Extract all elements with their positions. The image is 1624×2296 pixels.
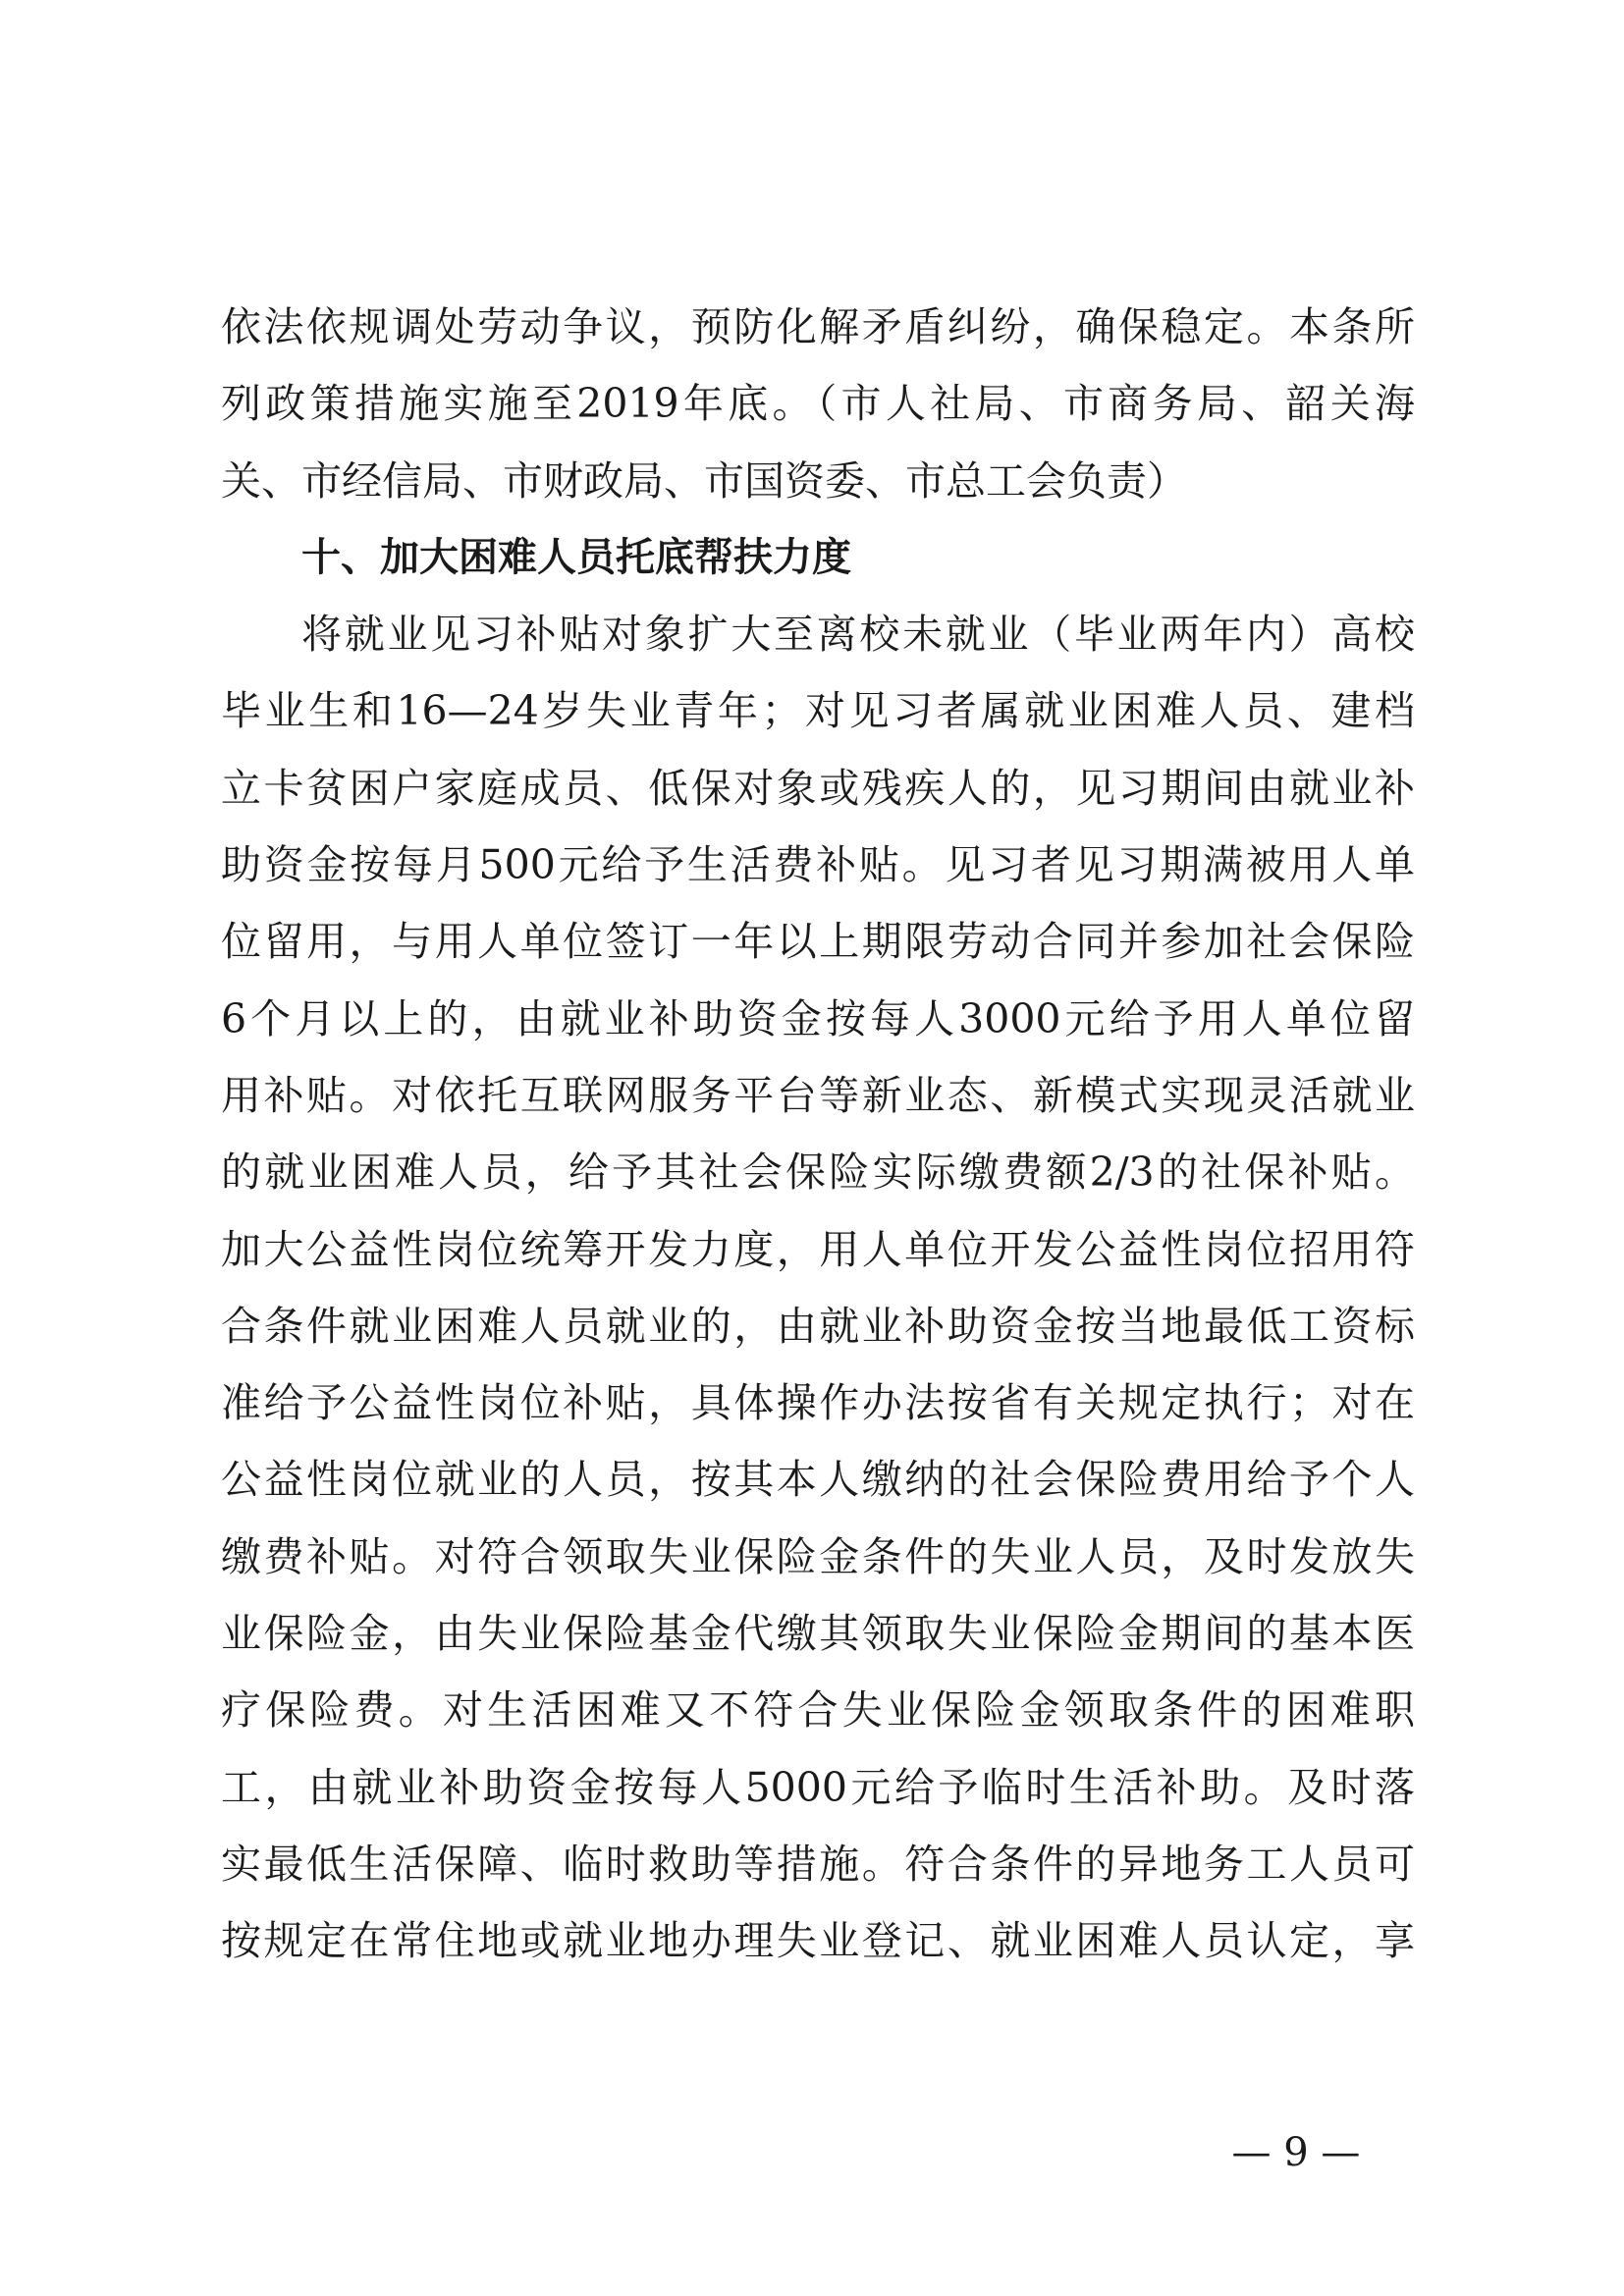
text-line: 列政策措施实施至2019年底。（市人社局、市商务局、韶关海 (221, 380, 1415, 428)
paragraph-main (221, 596, 1415, 1979)
text-line: 缴费补贴。对符合领取失业保险金条件的失业人员，及时发放失 (221, 1532, 1415, 1580)
text-line: 工，由就业补助资金按每人5000元给予临时生活补助。及时落 (221, 1763, 1415, 1811)
text-line: 疗保险费。对生活困难又不符合失业保险金领取条件的困难职 (221, 1686, 1415, 1735)
text-line: 助资金按每月500元给予生活费补贴。见习者见习期满被用人单 (221, 841, 1415, 889)
text-line: 加大公益性岗位统筹开发力度，用人单位开发公益性岗位招用符 (221, 1225, 1415, 1273)
section-heading: 十、加大困难人员托底帮扶力度 (301, 534, 851, 580)
document-body (221, 289, 1415, 1980)
paragraph-continued (221, 289, 1415, 519)
text-line: 6个月以上的，由就业补助资金按每人3000元给予用人单位留 (221, 994, 1415, 1042)
text-line: 依法依规调处劳动争议，预防化解矛盾纠纷，确保稳定。本条所 (221, 303, 1415, 350)
text-line: 位留用，与用人单位签订一年以上期限劳动合同并参加社会保险 (221, 918, 1415, 966)
page-number: — 9 — (1231, 2130, 1361, 2175)
text-line: 立卡贫困户家庭成员、低保对象或残疾人的，见习期间由就业补 (221, 764, 1415, 812)
text-line: 业保险金，由失业保险基金代缴其领取失业保险金期间的基本医 (221, 1610, 1415, 1658)
text-line: 毕业生和16—24岁失业青年；对见习者属就业困难人员、建档 (221, 687, 1415, 735)
text-line: 准给予公益性岗位补贴，具体操作办法按省有关规定执行；对在 (221, 1379, 1415, 1427)
text-line: 实最低生活保障、临时救助等措施。符合条件的异地务工人员可 (221, 1840, 1415, 1888)
text-line: 合条件就业困难人员就业的，由就业补助资金按当地最低工资标 (221, 1302, 1415, 1350)
text-line: 公益性岗位就业的人员，按其本人缴纳的社会保险费用给予个人 (221, 1456, 1415, 1504)
text-line: 将就业见习补贴对象扩大至离校未就业（毕业两年内）高校 (301, 611, 1415, 659)
text-line: 按规定在常住地或就业地办理失业登记、就业困难人员认定，享 (221, 1917, 1415, 1965)
text-line: 用补贴。对依托互联网服务平台等新业态、新模式实现灵活就业 (221, 1071, 1415, 1119)
text-line: 的就业困难人员，给予其社会保险实际缴费额2/3的社保补贴。 (221, 1148, 1415, 1197)
text-line: 关、市经信局、市财政局、市国资委、市总工会负责） (221, 456, 1187, 505)
